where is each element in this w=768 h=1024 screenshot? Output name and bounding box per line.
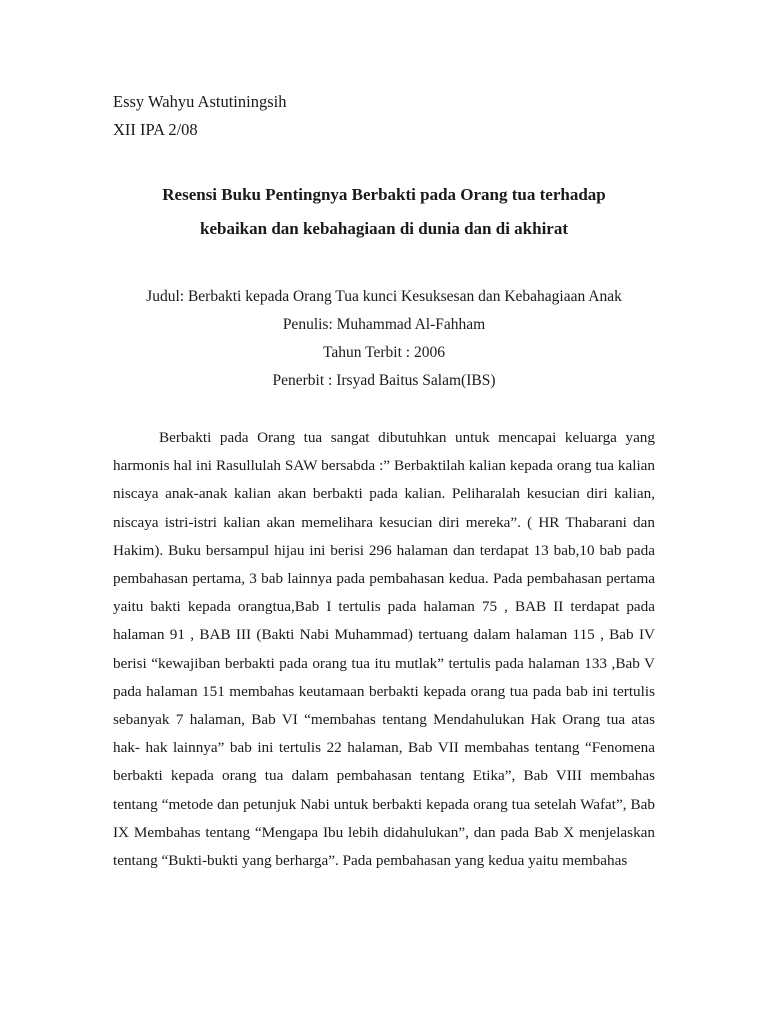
title-line-2: kebaikan dan kebahagiaan di dunia dan di akhirat xyxy=(199,219,569,238)
title-line-1: Resensi Buku Pentingnya Berbakti pada Orang tua terhadap xyxy=(162,185,606,204)
book-title-line: Judul: Berbakti kepada Orang Tua kunci Kesuksesan dan Kebahagiaan Anak xyxy=(146,288,622,305)
author-class: XII IPA 2/08 xyxy=(113,120,198,139)
book-year-line: Tahun Terbit : 2006 xyxy=(323,344,445,361)
author-block xyxy=(113,88,286,144)
book-publisher-line: Penerbit : Irsyad Baitus Salam(IBS) xyxy=(272,372,496,389)
book-author-line: Penulis: Muhammad Al-Fahham xyxy=(282,316,486,333)
author-name: Essy Wahyu Astutiningsih xyxy=(113,92,287,111)
book-info xyxy=(60,283,708,395)
review-title xyxy=(60,178,708,246)
body-paragraph: Berbakti pada Orang tua sangat dibutuhkan untuk mencapai keluarga yang harmonis hal ini Rasullulah SAW bersabda :” Berbaktilah kalian kepada orang tua kalian niscaya anak-anak kalian akan berbakti pada kalian. Peliharalah kesucian diri kalian, niscaya istri-istri kalian akan memelihara kesucian diri mereka”. ( HR Thabarani dan Hakim). Buku bersampul hijau ini berisi 296 halaman dan terdapat 13 bab,10 bab pada pembahasan pertama, 3 bab lainnya pada pembahasan kedua. Pada pembahasan pertama yaitu bakti kepada orangtua,Bab I tertulis pada halaman 75 , BAB II terdapat pada halaman 91 , BAB III (Bakti Nabi Muhammad) tertuang dalam halaman 115 , Bab IV berisi “kewajiban berbakti pada orang tua itu mutlak” tertulis pada halaman 133 ,Bab V pada halaman 151 membahas keutamaan berbakti kepada orang tua pada bab ini tertulis sebanyak 7 halaman, Bab VI “membahas tentang Mendahulukan Hak Orang tua atas hak- hak lainnya” bab ini tertulis 22 halaman, Bab VII membahas tentang “Fenomena berbakti kepada orang tua dalam pembahasan tentang Etika”, Bab VIII membahas tentang “metode dan petunjuk Nabi untuk berbakti kepada orang tua setelah Wafat”, Bab IX Membahas tentang “Mengapa Ibu lebih didahulukan”, dan pada Bab X menjelaskan tentang “Bukti-bukti yang berharga”. Pada pembahasan yang kedua yaitu membahas xyxy=(113,429,655,870)
